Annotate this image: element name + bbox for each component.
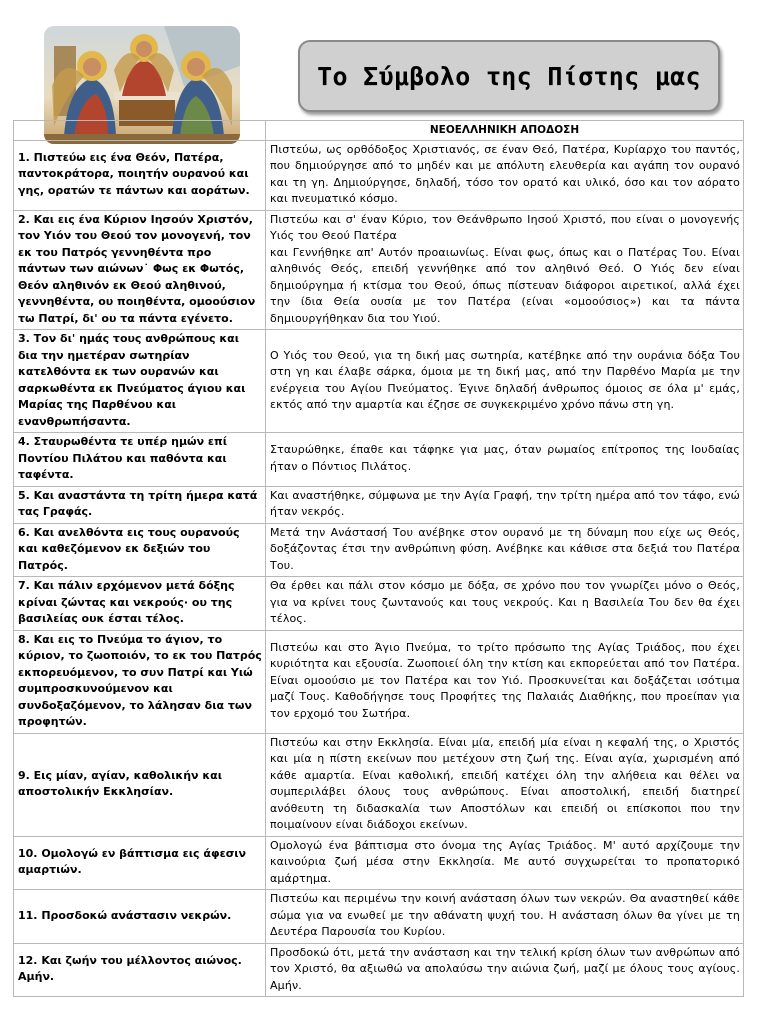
creed-article-modern: Πιστεύω και περιμένω την κοινή ανάσταση όλων των νεκρών. Θα αναστηθεί κάθε σώμα για να ενωθεί με την αθάνατη ψυχή του. Η ανάσταση όλων θα γίνει με τη Δευτέρα Παρουσία του Κυρίου. bbox=[266, 890, 744, 944]
creed-article-original: 9. Εις μίαν, αγίαν, καθολικήν και αποστολικήν Εκκλησίαν. bbox=[14, 733, 266, 836]
table-row bbox=[14, 433, 744, 487]
creed-article-modern: Προσδοκώ ότι, μετά την ανάσταση και την τελική κρίση όλων των ανθρώπων από τον Χριστό, θα αξιωθώ να απολαύσω την αιώνια ζωή, μαζί με όλους τους αγίους. Αμήν. bbox=[266, 943, 744, 997]
table-row bbox=[14, 836, 744, 890]
creed-article-original: 10. Ομολογώ εν βάπτισμα εις άφεσιν αμαρτιών. bbox=[14, 836, 266, 890]
creed-rows bbox=[14, 140, 744, 997]
creed-article-modern: Σταυρώθηκε, έπαθε και τάφηκε για μας, όταν ρωμαίος επίτροπος της Ιουδαίας ήταν ο Πόντιος Πιλάτος. bbox=[266, 433, 744, 487]
creed-article-original: 8. Και εις το Πνεύμα το άγιον, το κύριον, το ζωοποιόν, το εκ του Πατρός εκπορευόμενον, το συν Πατρί και Υιώ συμπροσκυνούμενον και συνδοξαζόμενον, το λάλησαν δια των προφητών. bbox=[14, 630, 266, 733]
table-header-row bbox=[14, 121, 744, 141]
creed-article-original: 5. Και αναστάντα τη τρίτη ήμερα κατά τας Γραφάς. bbox=[14, 486, 266, 523]
table-row bbox=[14, 330, 744, 433]
creed-article-original: 6. Και ανελθόντα εις τους ουρανούς και καθεζόμενον εκ δεξιών του Πατρός. bbox=[14, 523, 266, 577]
creed-article-original: 3. Τον δι' ημάς τους ανθρώπους και δια την ημετέραν σωτηρίαν κατελθόντα εκ των ουρανών και σαρκωθέντα εκ Πνεύματος άγιου και Μαρίας της Παρθένου και ενανθρωπήσαντα. bbox=[14, 330, 266, 433]
table-row bbox=[14, 890, 744, 944]
table-row bbox=[14, 943, 744, 997]
table-row bbox=[14, 523, 744, 577]
creed-article-modern: Πιστεύω και στην Εκκλησία. Είναι μία, επειδή μία είναι η κεφαλή της, ο Χριστός και μία η πίστη εκείνων που μετέχουν στη ζωή της. Είναι αγία, χωρισμένη από κάθε αμαρτία. Είναι καθολική, επειδή κατέχει όλη την αλήθεια και θέλει να συμπεριλάβει όλους τους ανθρώπους. Είναι αποστολική, επειδή διατηρεί ανόθευτη τη διδασκαλία των Αποστόλων και επειδή οι επίσκοποι που την ποιμαίνουν είναι διάδοχοι εκείνων. bbox=[266, 733, 744, 836]
creed-article-modern: Θα έρθει και πάλι στον κόσμο με δόξα, σε χρόνο που τον γνωρίζει μόνο ο Θεός, για να κρίνει τους ζωντανούς και τους νεκρούς. Και η Βασιλεία Του δεν θα έχει τέλος. bbox=[266, 577, 744, 631]
table-row bbox=[14, 630, 744, 733]
table-row bbox=[14, 486, 744, 523]
header-modern: ΝΕΟΕΛΛΗΝΙΚΗ ΑΠΟΔΟΣΗ bbox=[266, 121, 744, 141]
creed-article-modern: Ο Υιός του Θεού, για τη δική μας σωτηρία, κατέβηκε από την ουράνια δόξα Του στη γη και έλαβε σάρκα, όμοια με τη δική μας, από την Παρθένο Μαρία με την ενέργεια του Αγίου Πνεύματος. Έγινε δηλαδή άνθρωπος όμοιος σε όλα μ' εμάς, εκτός από την αμαρτία και έζησε σε συγκεκριμένο χρόνο πάνω στη γη. bbox=[266, 330, 744, 433]
creed-article-original: 12. Και ζωήν του μέλλοντος αιώνος. Αμήν. bbox=[14, 943, 266, 997]
page-title: Το Σύμβολο της Πίστης μας bbox=[317, 61, 701, 91]
creed-article-original: 1. Πιστεύω εις ένα Θεόν, Πατέρα, παντοκράτορα, ποιητήν ουρανού και γης, ορατών τε πάντων και αοράτων. bbox=[14, 140, 266, 210]
creed-article-original: 11. Προσδοκώ ανάστασιν νεκρών. bbox=[14, 890, 266, 944]
table-row bbox=[14, 140, 744, 210]
creed-article-original: 4. Σταυρωθέντα τε υπέρ ημών επί Ποντίου Πιλάτου και παθόντα και ταφέντα. bbox=[14, 433, 266, 487]
creed-article-modern: Μετά την Ανάστασή Του ανέβηκε στον ουρανό με τη δύναμη που είχε ως Θεός, δοξάζοντας έτσι την ανθρώπινη φύση. Ανέβηκε και κάθισε στα δεξιά του Πατέρα Του. bbox=[266, 523, 744, 577]
creed-article-modern: Και αναστήθηκε, σύμφωνα με την Αγία Γραφή, την τρίτη ημέρα από τον τάφο, ενώ ήταν νεκρός. bbox=[266, 486, 744, 523]
creed-article-modern: Πιστεύω και σ' έναν Κύριο, τον Θεάνθρωπο Ιησού Χριστό, που είναι ο μονογενής Υιός του Θεού Πατέρα και Γεννήθηκε απ' Αυτόν προαιωνίως. Είναι φως, όπως και ο Πατέρας Του. Είναι αληθινός Θεός, επειδή γεννήθηκε από τον αληθινό Θεό. Ο Υιός δεν είναι δημιούργημα ή κτίσμα του Θεού, όπως πίστευαν διάφοροι αιρετικοί, αλλά έχει την ίδια Θεία ουσία με τον Πατέρα (είναι «ομοούσιος») και τα πάντα δημιουργήθηκαν δια του Υιού. bbox=[266, 210, 744, 330]
header-original bbox=[14, 121, 266, 141]
title-banner bbox=[298, 40, 720, 112]
creed-table bbox=[13, 120, 744, 997]
table-row bbox=[14, 210, 744, 330]
table-row bbox=[14, 733, 744, 836]
creed-article-modern: Ομολογώ ένα βάπτισμα στο όνομα της Αγίας Τριάδος. Μ' αυτό αρχίζουμε την καινούρια ζωή μέσα στην Εκκλησία. Με αυτό συγχωρείται το προπατορικό αμάρτημα. bbox=[266, 836, 744, 890]
creed-article-modern: Πιστεύω και στο Άγιο Πνεύμα, το τρίτο πρόσωπο της Αγίας Τριάδος, που έχει κυριότητα και εξουσία. Ζωοποιεί όλη την κτίση και εκπορεύεται από τον Πατέρα. Είναι ομοούσιο με τον Πατέρα και τον Υιό. Προσκυνείται και δοξάζεται ισότιμα μαζί Τους. Καθοδήγησε τους Προφήτες της Παλαιάς Διαθήκης, που προείπαν για τον ερχομό του Σωτήρα. bbox=[266, 630, 744, 733]
creed-article-original: 2. Και εις ένα Κύριον Ιησούν Χριστόν, τον Υιόν του Θεού τον μονογενή, τον εκ του Πατρός γεννηθέντα προ πάντων των αιώνων˙ Φως εκ Φωτός, Θεόν αληθινόν εκ Θεού αληθινού, γεννηθέντα, ου ποιηθέντα, ομοούσιον τω Πατρί, δι' ου τα πάντα εγένετο. bbox=[14, 210, 266, 330]
creed-article-original: 7. Και πάλιν ερχόμενον μετά δόξης κρίναι ζώντας και νεκρούς· ου της βασιλείας ουκ έσται τέλος. bbox=[14, 577, 266, 631]
table-row bbox=[14, 577, 744, 631]
creed-article-modern: Πιστεύω, ως ορθόδοξος Χριστιανός, σε έναν Θεό, Πατέρα, Κυρίαρχο του παντός, που δημιούργησε από το μηδέν και με απόλυτη ελευθερία και αγάπη τον ουρανό και τη γη. Δημιούργησε, δηλαδή, τόσο τον ορατό και υλικό, όσο και τον αόρατο και πνευματικό κόσμο. bbox=[266, 140, 744, 210]
